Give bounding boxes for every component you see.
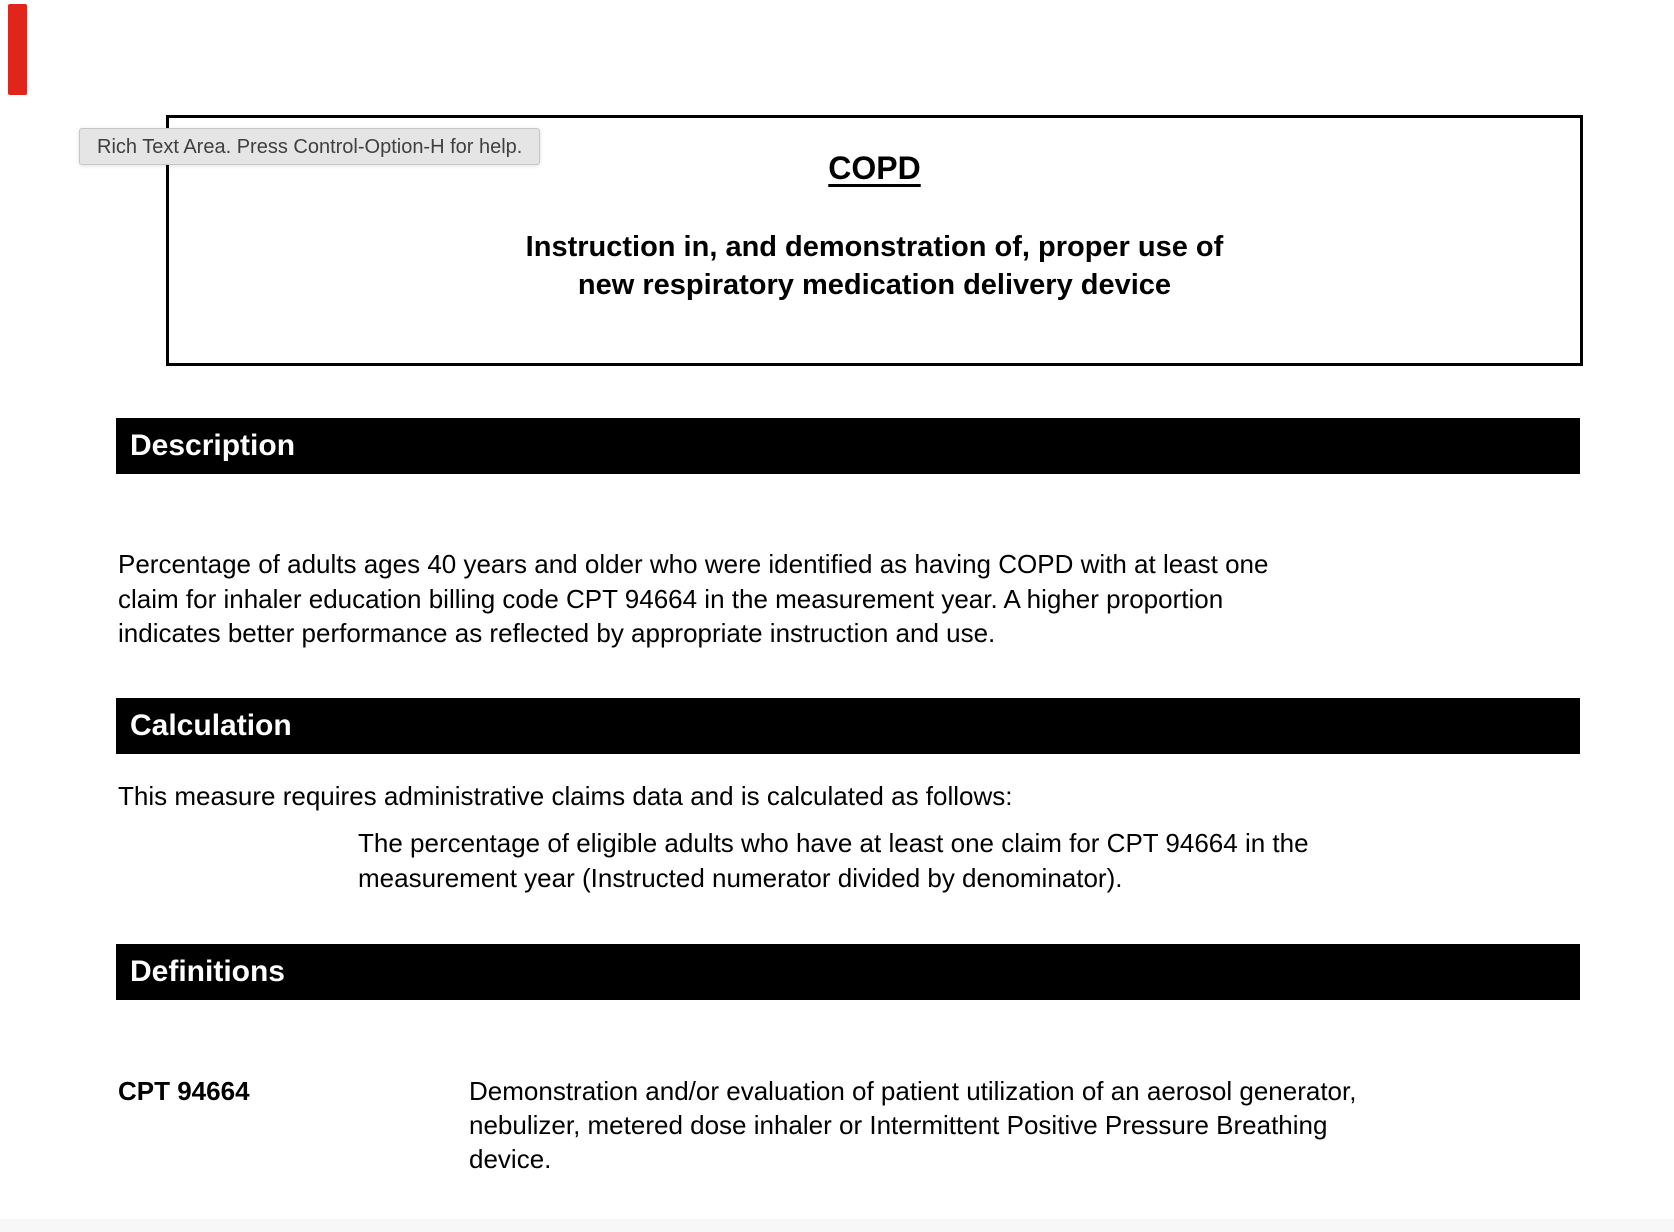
calculation-indent-line-2: measurement year (Instructed numerator divided by denominator). [358, 863, 1123, 893]
definition-term: CPT 94664 [118, 1076, 250, 1106]
calculation-indent-line-1: The percentage of eligible adults who have at least one claim for CPT 94664 in the [358, 828, 1309, 858]
editor-bottom-edge [0, 1219, 1674, 1232]
description-line-1: Percentage of adults ages 40 years and older who were identified as having COPD with at least one [118, 549, 1269, 579]
document-subtitle-line-1: Instruction in, and demonstration of, proper use of [525, 231, 1224, 263]
description-line-2: claim for inhaler education billing code CPT 94664 in the measurement year. A higher proportion [118, 583, 1224, 614]
section-header-calculation: Calculation [116, 698, 1580, 754]
definition-description [469, 1074, 1356, 1176]
calculation-intro: This measure requires administrative claims data and is calculated as follows: [118, 781, 1013, 811]
description-paragraph [118, 547, 1268, 651]
red-marker-bar [8, 4, 27, 95]
section-header-description: Description [116, 418, 1580, 474]
section-header-definitions: Definitions [116, 944, 1580, 1000]
description-line-3: indicates better performance as reflected by appropriate instruction and use. [118, 618, 996, 648]
definition-line-3: device. [469, 1144, 552, 1174]
document-subtitle [169, 228, 1580, 304]
definition-line-2: nebulizer, metered dose inhaler or Intermittent Positive Pressure Breathing [469, 1110, 1328, 1140]
calculation-indented-paragraph [358, 826, 1309, 896]
document-title: COPD [828, 150, 921, 186]
accessibility-tooltip: Rich Text Area. Press Control-Option-H for help. [79, 128, 540, 165]
document-subtitle-line-2: new respiratory medication delivery device [577, 269, 1172, 301]
definition-line-1: Demonstration and/or evaluation of patient utilization of an aerosol generator, [469, 1076, 1357, 1106]
